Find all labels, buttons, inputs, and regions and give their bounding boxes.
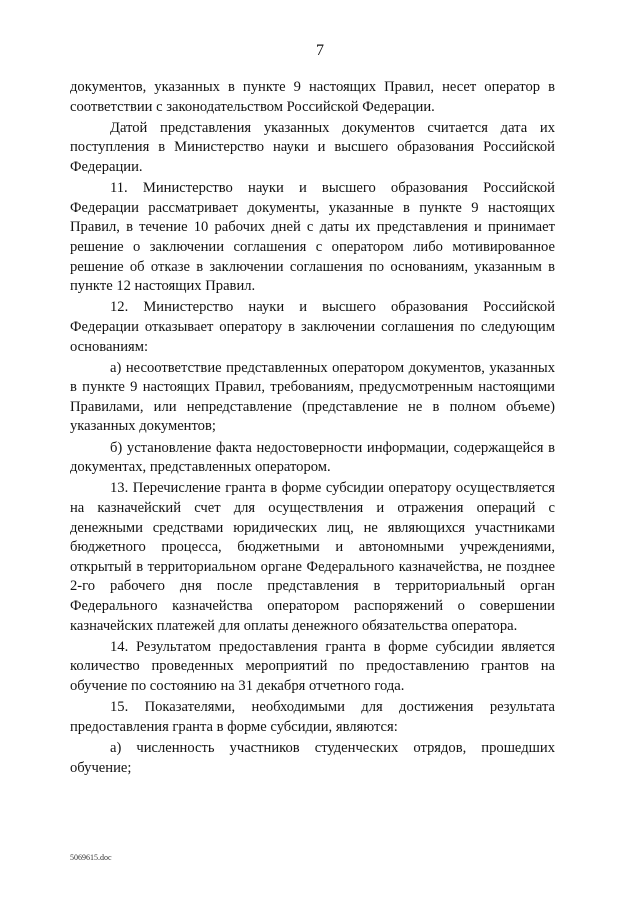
page-number: 7 xyxy=(316,42,324,59)
paragraph-continuation: документов, указанных в пункте 9 настоящих Правил, несет оператор в соответствии с законодательством Российской Федерации. xyxy=(70,79,555,115)
paragraph-submission-date: Датой представления указанных документов считается дата их поступления в Министерство науки и высшего образования Российской Федерации. xyxy=(70,119,555,175)
document-body xyxy=(70,78,555,780)
paragraph-15: 15. Показателями, необходимыми для достижения результата предоставления гранта в форме субсидии, являются: xyxy=(70,699,555,735)
paragraph-14: 14. Результатом предоставления гранта в форме субсидии является количество проведенных мероприятий по предоставлению грантов на обучение по состоянию на 31 декабря отчетного года. xyxy=(70,638,555,694)
paragraph-11: 11. Министерство науки и высшего образования Российской Федерации рассматривает документы, указанные в пункте 9 настоящих Правил, в течение 10 рабочих дней с даты их представления и принимает решение о заключении соглашения с оператором либо мотивированное решение об отказе в заключении соглашения по основаниям, указанным в пункте 12 настоящих Правил. xyxy=(70,180,555,295)
paragraph-12b: б) установление факта недостоверности информации, содержащейся в документах, представленных оператором. xyxy=(70,439,555,476)
paragraph-12: 12. Министерство науки и высшего образования Российской Федерации отказывает оператору в заключении соглашения по следующим основаниям: xyxy=(70,299,555,355)
paragraph-12a: а) несоответствие представленных оператором документов, указанных в пункте 9 настоящих Правил, требованиям, предусмотренным настоящими Правилами, или непредставление (представление не в полном объеме) указанных документов; xyxy=(70,359,555,435)
paragraph-15a: а) численность участников студенческих отрядов, прошедших обучение; xyxy=(70,739,555,776)
paragraph-13: 13. Перечисление гранта в форме субсидии оператору осуществляется на казначейский счет для осуществления и отражения операций с денежными средствами юридических лиц, не являющихся участниками бюджетного процесса, бюджетными и автономными учреждениями, открытый в территориальном органе Федерального казначейства, не позднее 2-го рабочего дня после представления в территориальный орган Федерального казначейства оператором распоряжений о совершении казначейских платежей для оплаты денежного обязательства оператора. xyxy=(70,480,555,634)
file-name-footer: 5069615.doc xyxy=(70,853,112,862)
